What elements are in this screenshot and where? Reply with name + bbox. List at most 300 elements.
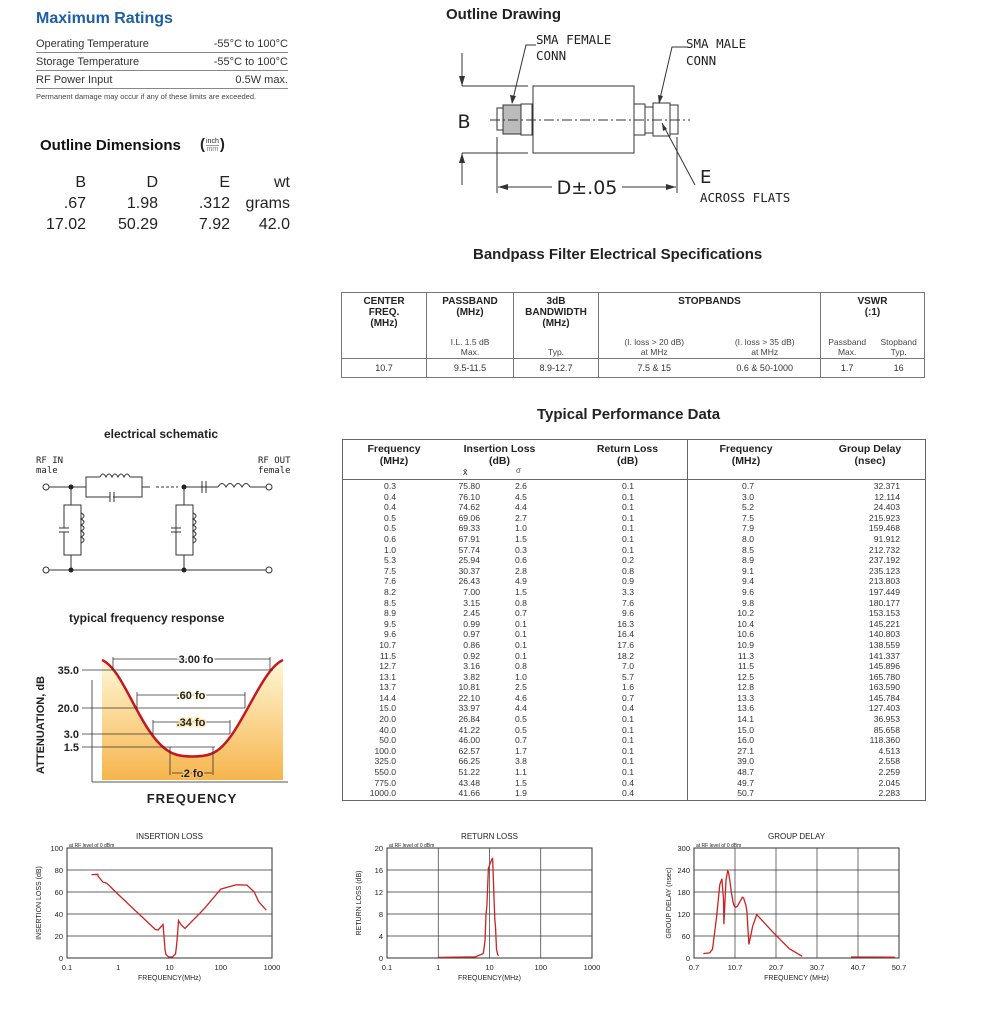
spec-value: 8.9-12.7 [514, 359, 599, 378]
cell-il-mean: 10.81 [458, 682, 480, 693]
x-tick-label: 0.7 [688, 963, 700, 972]
cell-gd-frequency: 10.6 [737, 629, 754, 640]
spec-value: 16 [873, 359, 924, 378]
cell-frequency: 0.6 [384, 533, 396, 544]
spec-value: 0.6 & 50-1000 [709, 359, 820, 378]
x-tick-label: 10.7 [727, 963, 743, 972]
dimension-mm-row [36, 214, 290, 235]
cell-return-loss: 0.4 [622, 777, 634, 788]
cell-il-sigma: 0.8 [515, 597, 527, 608]
cell-frequency: 1.0 [384, 544, 396, 555]
cell-frequency: 0.4 [384, 491, 396, 502]
perf-col-group-delay [860, 481, 900, 799]
spec-sub-bw: Typ. [514, 330, 599, 359]
cell-frequency: 11.5 [379, 650, 396, 661]
chart-annotation: at RF level of 0 dBm [389, 843, 435, 849]
dim-b-label: B [457, 111, 471, 133]
dim-value: 42.0 [258, 215, 290, 233]
spec-value: 7.5 & 15 [599, 359, 710, 378]
cell-return-loss: 0.9 [622, 576, 634, 587]
cell-group-delay: 153.153 [868, 608, 900, 619]
x-tick-label: 100 [534, 963, 548, 972]
cell-group-delay: 127.403 [868, 703, 900, 714]
y-tick-label: 0 [685, 954, 690, 963]
x-tick-label: 0.1 [381, 963, 393, 972]
plot-frame [67, 848, 272, 958]
x-tick-label: 40.7 [850, 963, 866, 972]
cell-il-mean: 22.10 [458, 692, 480, 703]
spec-sub-vswr1 [820, 330, 873, 359]
cell-frequency: 5.3 [384, 555, 396, 566]
cell-gd-frequency: 5.2 [742, 502, 754, 513]
cell-gd-frequency: 9.1 [742, 565, 754, 576]
dim-value: 17.02 [45, 215, 86, 233]
dimension-headers [36, 172, 290, 193]
cell-gd-frequency: 10.4 [737, 618, 754, 629]
cell-il-mean: 30.37 [458, 565, 480, 576]
y-tick-label: 240 [677, 866, 690, 875]
x-tick-label: 1 [116, 963, 121, 972]
perf-table-title: Typical Performance Data [537, 406, 721, 423]
cell-group-delay: 141.337 [868, 650, 900, 661]
sub-line: (I. loss > 20 dB) [624, 337, 685, 347]
dimensions-table [36, 172, 290, 235]
x-tick-label: 50.7 [891, 963, 907, 972]
cell-gd-frequency: 8.5 [742, 544, 754, 555]
header-line: (dB) [489, 455, 510, 467]
cell-group-delay: 138.559 [868, 639, 900, 650]
perf-col-return-loss [610, 481, 634, 799]
cell-il-mean: 0.97 [463, 629, 480, 640]
unit-fraction: ( $\frac{\text{inch}}{mm}$ ) [200, 136, 225, 153]
dim-header: B [75, 173, 86, 191]
cell-group-delay: 2.259 [878, 767, 900, 778]
cell-il-mean: 33.97 [458, 703, 480, 714]
cell-il-sigma: 0.7 [515, 608, 527, 619]
spec-value: 9.5-11.5 [427, 359, 514, 378]
header-line: CENTER [363, 296, 405, 307]
cell-return-loss: 0.1 [622, 756, 634, 767]
rating-label: RF Power Input [36, 74, 113, 86]
y-tick-label: 120 [677, 910, 690, 919]
y-tick-label: 0 [58, 954, 63, 963]
cell-return-loss: 0.4 [622, 788, 634, 799]
dim-d-label: D±.05 [556, 177, 618, 199]
cell-gd-frequency: 9.8 [742, 597, 754, 608]
cell-gd-frequency: 12.8 [737, 682, 754, 693]
cell-frequency: 1000.0 [369, 788, 396, 799]
spec-sub-stop2 [709, 330, 820, 359]
perf-column-divider [687, 439, 688, 801]
x-tick-label: 1000 [263, 963, 281, 972]
y-tick-label: 40 [54, 910, 63, 919]
cell-il-mean: 41.66 [458, 788, 480, 799]
header-line: (MHz) [456, 307, 484, 318]
cell-il-sigma: 2.5 [515, 682, 527, 693]
spec-table [341, 292, 925, 378]
y-tick-label: 60 [681, 932, 690, 941]
cell-il-sigma: 0.1 [515, 650, 527, 661]
cell-il-mean: 26.84 [458, 714, 480, 725]
frequency-axis-label: FREQUENCY [146, 791, 238, 806]
cell-gd-frequency: 3.0 [742, 491, 754, 502]
cell-return-loss: 0.1 [622, 533, 634, 544]
x-tick-label: 10 [485, 963, 494, 972]
x-axis-label: FREQUENCY(MHz) [458, 975, 521, 982]
y-tick-label: 4 [378, 932, 383, 941]
ratings-note: Permanent damage may occur if any of these limits are exceeded. [36, 92, 257, 101]
sma-female-conn-label: CONN [536, 48, 567, 63]
dim-value: 50.29 [117, 215, 158, 233]
spec-value: 10.7 [342, 359, 427, 378]
max-ratings-title: Maximum Ratings [36, 10, 173, 27]
header-line: VSWR [857, 296, 888, 307]
dim-header: E [219, 173, 230, 191]
cell-frequency: 13.7 [379, 682, 396, 693]
dimension-inch-row [36, 193, 290, 214]
cell-gd-frequency: 7.5 [742, 512, 754, 523]
cell-il-mean: 69.33 [458, 523, 480, 534]
header-line: Group Delay [838, 443, 902, 455]
level-20: 20.0 [57, 703, 79, 715]
schematic-title: electrical schematic [104, 427, 219, 441]
cell-il-sigma: 0.1 [515, 639, 527, 650]
sub-line: Typ. [890, 347, 907, 357]
y-tick-label: 300 [677, 844, 690, 853]
cell-return-loss: 0.7 [622, 692, 634, 703]
cell-return-loss: 0.1 [622, 502, 634, 513]
rf-out-line: female [258, 466, 291, 476]
sub-line: Max. [837, 347, 857, 357]
cell-group-delay: 165.780 [868, 671, 900, 682]
cell-frequency: 40.0 [379, 724, 396, 735]
attenuation-axis-label: ATTENUATION, dB [35, 676, 47, 774]
cell-il-mean: 3.16 [463, 661, 480, 672]
cell-group-delay: 159.468 [868, 523, 900, 534]
cell-il-mean: 75.80 [458, 481, 480, 491]
cell-frequency: 100.0 [374, 745, 396, 756]
perf-header-divider [342, 479, 926, 480]
rating-value: -55°C to 100°C [213, 56, 288, 68]
cell-il-mean: 74.62 [458, 502, 480, 513]
unit-inch: inch [206, 137, 219, 145]
cell-frequency: 0.4 [384, 502, 396, 513]
group-delay-chart [660, 828, 925, 990]
cell-frequency: 0.3 [384, 481, 396, 491]
cell-il-sigma: 0.6 [515, 555, 527, 566]
perf-col-il-sigma [515, 481, 535, 799]
header-line: (MHz) [542, 318, 570, 329]
cell-frequency: 0.5 [384, 523, 396, 534]
cell-il-mean: 62.57 [458, 745, 480, 756]
cell-frequency: 7.5 [384, 565, 396, 576]
cell-il-mean: 67.91 [458, 533, 480, 544]
x-tick-label: 100 [214, 963, 228, 972]
sma-female-label: SMA FEMALE [536, 32, 612, 47]
cell-frequency: 15.0 [379, 703, 396, 714]
header-line: Return Loss [596, 443, 659, 455]
cell-il-sigma: 2.7 [515, 512, 527, 523]
cell-il-sigma: 0.5 [515, 714, 527, 725]
cell-return-loss: 17.6 [617, 639, 634, 650]
dim-value: grams [245, 194, 290, 212]
y-tick-label: 8 [378, 910, 383, 919]
x-axis-label: FREQUENCY(MHz) [138, 975, 201, 982]
dim-value: .67 [63, 194, 86, 212]
cell-group-delay: 145.221 [868, 618, 900, 629]
il-mean-symbol: x̄ [463, 467, 468, 477]
spec-value-row [342, 359, 925, 378]
outline-dimensions-title: Outline Dimensions [40, 137, 181, 154]
cell-group-delay: 85.658 [873, 724, 900, 735]
spec-header-vswr [820, 293, 924, 331]
cell-il-sigma: 0.5 [515, 724, 527, 735]
cell-il-mean: 66.25 [458, 756, 480, 767]
chart-title: GROUP DELAY [767, 832, 826, 841]
il-sigma-symbol: σ [516, 466, 521, 475]
rating-value: 0.5W max. [235, 74, 288, 86]
rating-label: Operating Temperature [36, 38, 149, 50]
cell-group-delay: 213.803 [868, 576, 900, 587]
spec-header-row [342, 293, 925, 331]
rf-in-line: RF IN [36, 456, 64, 466]
return-loss-chart [350, 828, 615, 990]
perf-header-gd [822, 443, 918, 467]
y-tick-label: 16 [374, 866, 383, 875]
cell-il-mean: 46.00 [458, 735, 480, 746]
cell-gd-frequency: 16.0 [737, 735, 754, 746]
perf-col-il-mean [450, 481, 480, 799]
cell-gd-frequency: 39.0 [737, 756, 754, 767]
cell-il-mean: 0.92 [463, 650, 480, 661]
cell-frequency: 14.4 [379, 692, 396, 703]
sma-male-label: SMA MALE [686, 36, 747, 51]
cell-il-mean: 25.94 [458, 555, 480, 566]
cell-il-mean: 3.15 [463, 597, 480, 608]
span-034fo: .34 fo [176, 717, 206, 729]
cell-return-loss: 0.1 [622, 735, 634, 746]
dim-value: .312 [198, 194, 230, 212]
perf-header-freq2 [700, 443, 792, 467]
x-tick-label: 1000 [583, 963, 601, 972]
header-line: 3dB [546, 296, 566, 307]
rf-in-line: male [36, 466, 58, 476]
cell-gd-frequency: 11.5 [737, 661, 754, 672]
cell-return-loss: 0.1 [622, 724, 634, 735]
cell-return-loss: 0.4 [622, 703, 634, 714]
x-tick-label: 20.7 [768, 963, 784, 972]
cell-il-sigma: 0.1 [515, 618, 527, 629]
cell-return-loss: 16.4 [617, 629, 634, 640]
cell-group-delay: 32.371 [873, 481, 900, 491]
y-axis-label: INSERTION LOSS (dB) [36, 866, 43, 940]
cell-il-sigma: 0.7 [515, 735, 527, 746]
cell-group-delay: 212.732 [868, 544, 900, 555]
cell-il-sigma: 4.5 [515, 491, 527, 502]
across-flats-label: ACROSS FLATS [700, 190, 791, 205]
cell-il-mean: 2.45 [463, 608, 480, 619]
span-060fo: .60 fo [176, 690, 206, 702]
x-axis-label: FREQUENCY (MHz) [764, 975, 829, 982]
freq-response-title: typical frequency response [69, 611, 225, 625]
cell-frequency: 550.0 [374, 767, 396, 778]
perf-header-il [442, 443, 557, 467]
cell-il-sigma: 4.4 [515, 703, 527, 714]
level-35: 35.0 [57, 665, 79, 677]
cell-group-delay: 145.896 [868, 661, 900, 672]
x-tick-label: 30.7 [809, 963, 825, 972]
cell-group-delay: 145.784 [868, 692, 900, 703]
schematic-diagram [38, 470, 278, 580]
perf-col-frequency [360, 481, 396, 799]
cell-il-mean: 51.22 [458, 767, 480, 778]
cell-il-mean: 7.00 [463, 586, 480, 597]
cell-il-mean: 76.10 [458, 491, 480, 502]
header-line: (:1) [864, 307, 881, 318]
cell-gd-frequency: 50.7 [737, 788, 754, 799]
spec-header-bandwidth [514, 293, 599, 331]
cell-gd-frequency: 13.6 [737, 703, 754, 714]
cell-frequency: 8.2 [384, 586, 396, 597]
spec-sub-passband [427, 330, 514, 359]
cell-group-delay: 215.923 [868, 512, 900, 523]
cell-frequency: 325.0 [374, 756, 396, 767]
cell-il-sigma: 1.0 [515, 523, 527, 534]
rating-row [36, 55, 288, 71]
data-series-line [92, 874, 267, 957]
sub-line: Passband [828, 337, 867, 347]
rating-row [36, 37, 288, 53]
cell-il-sigma: 1.9 [515, 788, 527, 799]
cell-gd-frequency: 48.7 [737, 767, 754, 778]
y-tick-label: 12 [374, 888, 383, 897]
y-tick-label: 60 [54, 888, 63, 897]
cell-gd-frequency: 13.3 [737, 692, 754, 703]
cell-il-mean: 69.06 [458, 512, 480, 523]
rf-out-line: RF OUT [258, 456, 291, 466]
header-line: FREQ. [368, 307, 400, 318]
cell-group-delay: 235.123 [868, 565, 900, 576]
sub-line: at MHz [751, 347, 779, 357]
cell-group-delay: 163.590 [868, 682, 900, 693]
cell-frequency: 9.6 [384, 629, 396, 640]
cell-il-mean: 41.22 [458, 724, 480, 735]
sub-line: at MHz [640, 347, 668, 357]
header-line: PASSBAND [442, 296, 498, 307]
cell-return-loss: 9.6 [622, 608, 634, 619]
y-tick-label: 100 [50, 844, 63, 853]
cell-frequency: 8.9 [384, 608, 396, 619]
cell-gd-frequency: 8.9 [742, 555, 754, 566]
cell-frequency: 12.7 [379, 661, 396, 672]
rating-value: -55°C to 100°C [213, 38, 288, 50]
cell-frequency: 775.0 [374, 777, 396, 788]
cell-return-loss: 16.3 [617, 618, 634, 629]
level-3: 3.0 [63, 729, 79, 741]
x-tick-label: 0.1 [61, 963, 73, 972]
y-axis-label: RETURN LOSS (dB) [356, 870, 363, 936]
y-axis-label: GROUP DELAY (nsec) [666, 867, 673, 939]
spec-header-stopbands: STOPBANDS [599, 293, 821, 331]
cell-return-loss: 0.1 [622, 512, 634, 523]
cell-il-sigma: 1.7 [515, 745, 527, 756]
cell-return-loss: 18.2 [617, 650, 634, 661]
header-line: Frequency [719, 443, 773, 455]
cell-return-loss: 0.1 [622, 745, 634, 756]
cell-return-loss: 1.6 [622, 682, 634, 693]
rating-label: Storage Temperature [36, 56, 140, 68]
cell-gd-frequency: 10.2 [737, 608, 754, 619]
cell-return-loss: 0.2 [622, 555, 634, 566]
cell-frequency: 10.7 [379, 639, 396, 650]
chart-annotation: at RF level of 0 dBm [696, 843, 742, 849]
perf-header-freq [352, 443, 436, 467]
cell-il-sigma: 4.4 [515, 502, 527, 513]
spec-value: 1.7 [820, 359, 873, 378]
cell-il-sigma: 1.0 [515, 671, 527, 682]
header-line: (nsec) [854, 455, 886, 467]
sma-male-conn-label: CONN [686, 53, 717, 68]
cell-return-loss: 0.1 [622, 714, 634, 725]
spec-sub-vswr2 [873, 330, 924, 359]
outline-drawing [440, 25, 820, 215]
cell-il-mean: 26.43 [458, 576, 480, 587]
dim-value: 1.98 [126, 194, 158, 212]
cell-il-sigma: 1.5 [515, 533, 527, 544]
cell-il-sigma: 3.8 [515, 756, 527, 767]
insertion-loss-chart [30, 828, 295, 990]
x-tick-label: 1 [436, 963, 441, 972]
cell-gd-frequency: 49.7 [737, 777, 754, 788]
cell-group-delay: 180.177 [868, 597, 900, 608]
perf-header-rl [575, 443, 680, 467]
cell-il-sigma: 2.8 [515, 565, 527, 576]
inductor [100, 474, 130, 477]
cell-group-delay: 12.114 [874, 491, 900, 502]
cell-group-delay: 197.449 [868, 586, 900, 597]
ground-terminal-right [266, 567, 272, 573]
dim-value: 7.92 [198, 215, 230, 233]
cell-gd-frequency: 15.0 [737, 724, 754, 735]
cell-il-sigma: 4.9 [515, 576, 527, 587]
cell-gd-frequency: 9.4 [742, 576, 754, 587]
y-tick-label: 180 [677, 888, 690, 897]
cell-il-sigma: 2.6 [515, 481, 527, 491]
cell-return-loss: 7.6 [622, 597, 634, 608]
cell-return-loss: 0.1 [622, 491, 634, 502]
spec-sub-empty [342, 330, 427, 359]
cell-frequency: 0.5 [384, 512, 396, 523]
cell-return-loss: 3.3 [622, 586, 634, 597]
span-3fo: 3.00 fo [178, 654, 214, 666]
cell-group-delay: 2.558 [878, 756, 900, 767]
cell-group-delay: 24.403 [873, 502, 900, 513]
sub-line: (I. loss > 35 dB) [734, 337, 795, 347]
dim-header: D [146, 173, 158, 191]
y-tick-label: 20 [54, 932, 63, 941]
cell-gd-frequency: 8.0 [742, 533, 754, 544]
freq-response-diagram [30, 640, 300, 810]
cell-group-delay: 36.953 [873, 714, 900, 725]
cell-gd-frequency: 9.6 [742, 586, 754, 597]
spec-table-title: Bandpass Filter Electrical Specifications [473, 246, 763, 263]
perf-col-gd-frequency [730, 481, 754, 799]
rating-row [36, 73, 288, 89]
cell-frequency: 13.1 [379, 671, 396, 682]
cell-return-loss: 0.1 [622, 767, 634, 778]
cell-group-delay: 2.283 [878, 788, 900, 799]
cell-il-sigma: 1.5 [515, 586, 527, 597]
